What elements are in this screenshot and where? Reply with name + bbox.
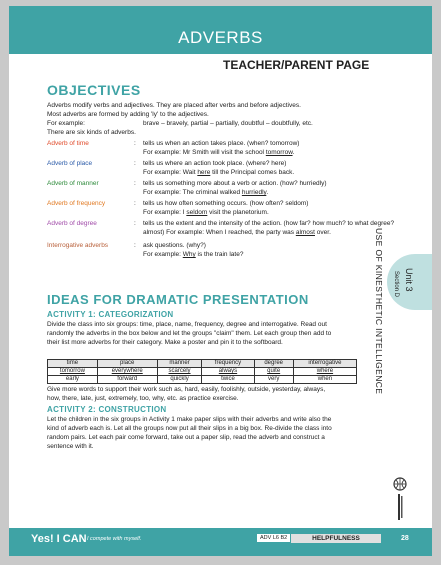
example-post: . [266, 189, 269, 196]
activity1-heading: ACTIVITY 1: CATEGORIZATION [47, 310, 174, 319]
activity2-line: sentence with it. [47, 443, 94, 450]
kind-row-interrogative: Interrogative adverbs : ask questions. (why?) [47, 242, 367, 251]
kind-name-interrogative: Interrogative adverbs [47, 242, 109, 249]
column-header: place [97, 360, 157, 368]
example-pre: For example: Mr Smith will visit the school [143, 149, 266, 156]
objectives-line: Adverbs modify verbs and adjectives. They are placed after verbs and before adjectives. [47, 102, 301, 109]
example-adverb: here [197, 169, 211, 176]
kind-desc-frequency: tells us how often something occurs. (how often? seldom) [143, 200, 309, 207]
kind-row-manner: Adverb of manner : tells us something more about a verb or action. (how? hurriedly) [47, 180, 367, 189]
activity2-line: kind of adverb each is. Let all the groups now put all their slips in a big box. Re-divide the class into [47, 425, 332, 432]
adverb-table [47, 359, 357, 384]
unit-label: Unit 3 [404, 268, 414, 292]
level-code-badge: ADV L6 B2 [257, 534, 290, 542]
example-post: is the train late? [195, 251, 244, 258]
objectives-line: Most adverbs are formed by adding 'ly' to the adjectives. [47, 111, 209, 118]
example-adverb: Why [182, 251, 196, 258]
example-text: brave – bravely, partial – partially, doubtful – doubtfully, etc. [143, 120, 313, 127]
example-pre: For example: I [143, 209, 187, 216]
table-row [48, 376, 357, 384]
column-header: frequency [202, 360, 254, 368]
page-number: 28 [401, 535, 409, 542]
example-post: till the Principal comes back. [210, 169, 295, 176]
kind-desc-degree: tells us the extent and the intensity of the action. (how far? how much? to what degree? almost) For example: When I reached, the party was [143, 220, 395, 236]
activity1-line: randomly the adverbs in the box below and let the groups "claim" them. Let each group then add to [47, 330, 332, 337]
table-header-row [48, 360, 357, 368]
column-header: interrogative [293, 360, 356, 368]
table-cell: very [254, 376, 293, 384]
globe-logo-icon [390, 476, 410, 524]
table-cell: when [293, 376, 356, 384]
kind-row-frequency: Adverb of frequency : tells us how often something occurs. (how often? seldom) [47, 200, 367, 209]
activity2-line: Let the children in the six groups in Activity 1 make paper slips with their adverbs and write also the [47, 416, 332, 423]
example-adverb: tomorrow [265, 149, 293, 156]
activity1-after: how, there, late, just, extremely, too, why, etc. as practice exercise. [47, 395, 239, 402]
activity1-line: Divide the class into six groups: time, place, name, frequency, degree and interrogative. Read out [47, 321, 327, 328]
example-pre: For example: Wait [143, 169, 198, 176]
table-cell: quite [254, 368, 293, 376]
example-adverb: seldom [186, 209, 208, 216]
table-cell: everywhere [97, 368, 157, 376]
kind-row-degree: Adverb of degree : tells us the extent and the intensity of the action. (how far? how much? to what degree? almost) For example: When I reached, the party was almost over. [47, 220, 395, 236]
example-post: visit the planetorium. [207, 209, 269, 216]
kind-row-time: Adverb of time : tells us when an action takes place. (when? tomorrow) [47, 140, 367, 149]
activity2-line: random pairs. Let each pair come forward, take out a paper slip, read the adverb and construct a [47, 434, 325, 441]
page-title: ADVERBS [178, 28, 263, 47]
column-header: manner [157, 360, 202, 368]
activity1-after: Give more words to support their work such as, hard, easily, foolishly, outside, yesterday, always, [47, 386, 326, 393]
table-cell: early [48, 376, 98, 384]
table-row [48, 368, 357, 376]
kind-example-frequency [47, 209, 367, 218]
kind-name-frequency: Adverb of frequency [47, 200, 106, 207]
side-label: USE OF KINESTHETIC INTELLIGENCE [374, 228, 384, 395]
kind-desc-time: tells us when an action takes place. (when? tomorrow) [143, 140, 300, 147]
kind-row-place: Adverb of place : tells us where an action took place. (where? here) [47, 160, 367, 169]
kind-name-manner: Adverb of manner [47, 180, 99, 187]
table-cell: scarcely [157, 368, 202, 376]
table-cell: always [202, 368, 254, 376]
example-pre: For example: The criminal walked [143, 189, 242, 196]
objectives-heading: OBJECTIVES [47, 82, 141, 98]
kind-example-time [47, 149, 367, 158]
section-label: Section D [393, 271, 399, 298]
example-adverb: almost [295, 228, 315, 236]
kind-desc-interrogative: ask questions. (why?) [143, 242, 206, 249]
example-post: . [292, 149, 295, 156]
page-subtitle: TEACHER/PARENT PAGE [223, 58, 370, 72]
table-cell: tomorrow [48, 368, 98, 376]
kind-name-place: Adverb of place [47, 160, 93, 167]
example-post: over. [314, 228, 331, 236]
kind-desc-manner: tells us something more about a verb or action. (how? hurriedly) [143, 180, 327, 187]
example-row [47, 120, 367, 129]
table-cell: quickly [157, 376, 202, 384]
column-header: degree [254, 360, 293, 368]
kind-name-degree: Adverb of degree [47, 220, 97, 227]
kind-name-time: Adverb of time [47, 140, 89, 147]
example-label: For example: [47, 120, 85, 127]
column-header: time [48, 360, 98, 368]
ideas-heading: IDEAS FOR DRAMATIC PRESENTATION [47, 292, 309, 307]
brand-logo: Yes! I CAN [31, 533, 87, 545]
table-cell: twice [202, 376, 254, 384]
example-adverb: hurriedly [241, 189, 267, 196]
kind-example-interrogative [47, 251, 367, 260]
activity2-heading: ACTIVITY 2: CONSTRUCTION [47, 405, 167, 414]
activity1-line: their list more adverbs for their category. Make a poster and pin it to the softboard. [47, 339, 283, 346]
brand-tagline: I compete with myself. [87, 536, 142, 542]
example-pre: For example: [143, 251, 183, 258]
value-label: HELPFULNESS [291, 534, 381, 543]
kind-example-place [47, 169, 367, 178]
kind-example-manner [47, 189, 367, 198]
table-cell: where [293, 368, 356, 376]
table-cell: forward [97, 376, 157, 384]
page-sheet [9, 6, 432, 556]
kinds-line: There are six kinds of adverbs. [47, 129, 136, 136]
kind-desc-place: tells us where an action took place. (where? here) [143, 160, 287, 167]
